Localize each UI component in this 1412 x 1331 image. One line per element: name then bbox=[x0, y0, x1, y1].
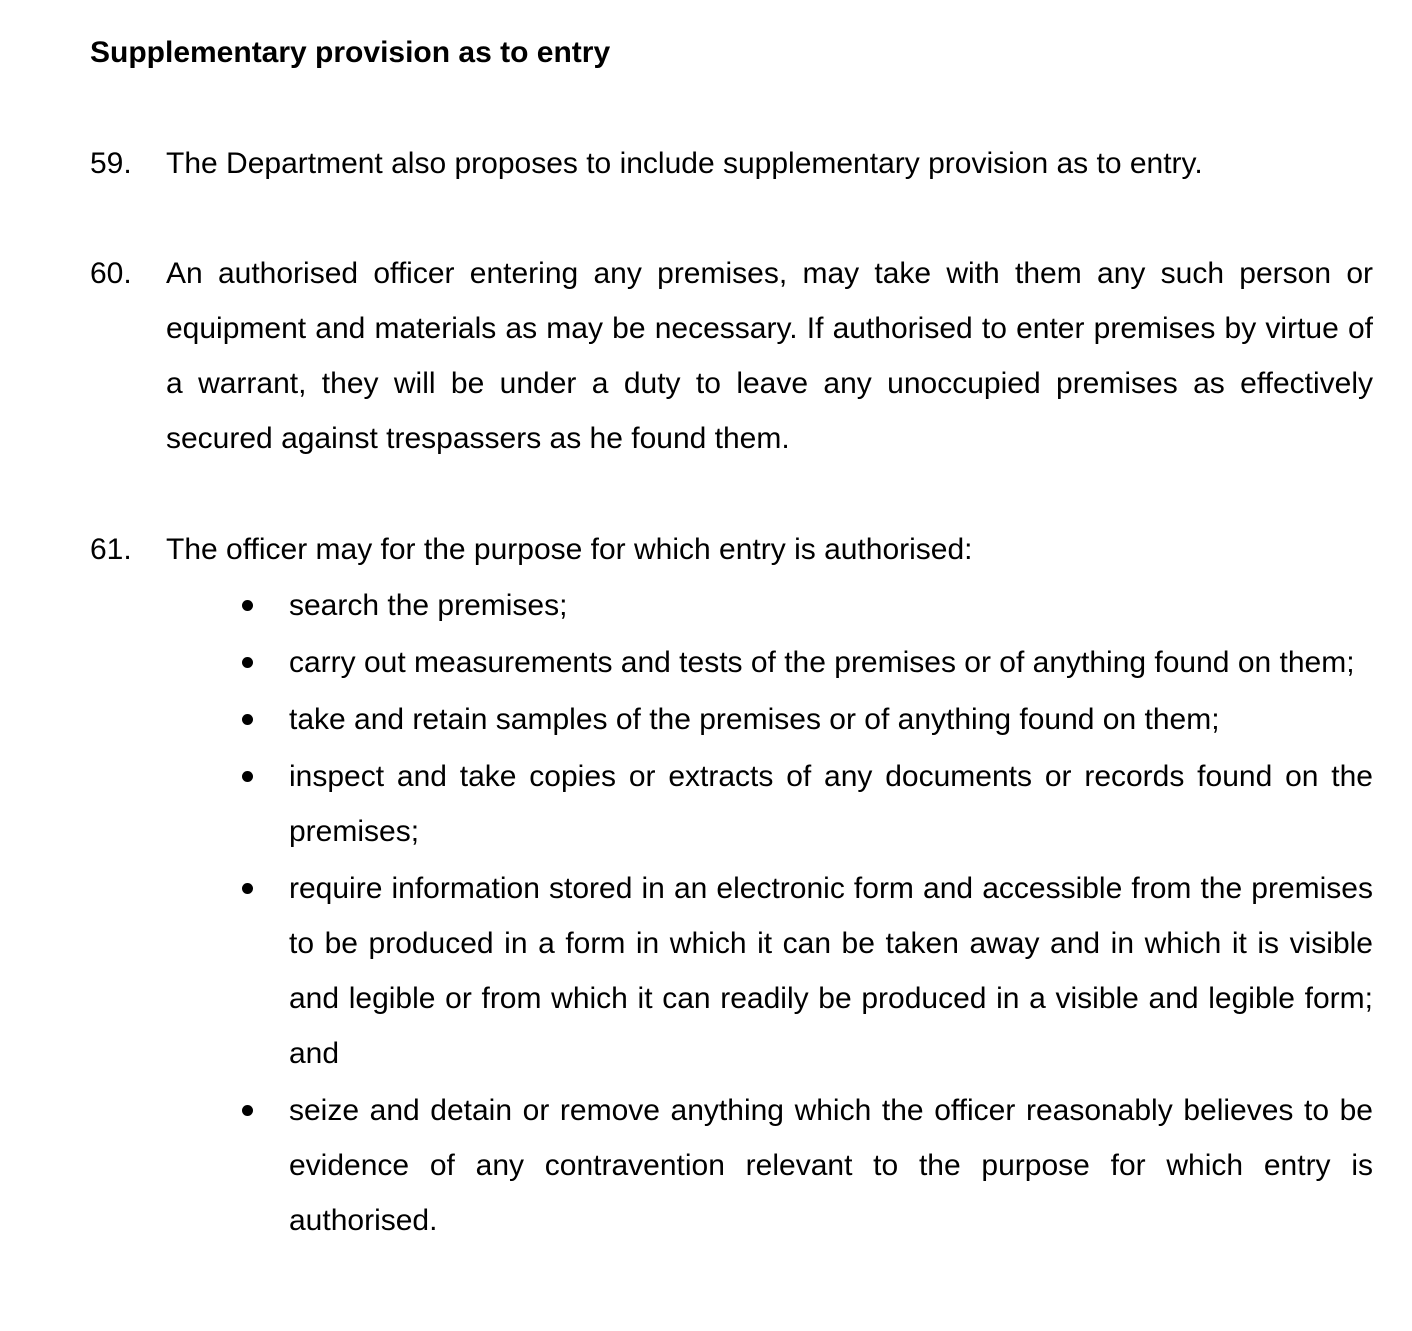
list-item bbox=[90, 692, 1373, 747]
paragraph-61 bbox=[90, 522, 1373, 1250]
paragraph-59 bbox=[90, 136, 1373, 191]
list-item bbox=[90, 578, 1373, 633]
bullet-icon bbox=[242, 714, 253, 725]
bullet-icon bbox=[242, 657, 253, 668]
bullet-icon bbox=[242, 600, 253, 611]
list-item bbox=[90, 861, 1373, 1081]
list-item-text: take and retain samples of the premises or of anything found on them; bbox=[289, 703, 1220, 736]
list-item-text: seize and detain or remove anything which the officer reasonably believes to be evidence of any contravention relevant to the purpose for which entry is authorised. bbox=[289, 1094, 1373, 1237]
paragraph-number: 61. bbox=[90, 533, 132, 566]
list-item-text: inspect and take copies or extracts of any documents or records found on the premises; bbox=[289, 760, 1373, 848]
bullet-icon bbox=[242, 1105, 253, 1116]
paragraph-number: 60. bbox=[90, 257, 132, 290]
bullet-icon bbox=[242, 771, 253, 782]
list-item-text: carry out measurements and tests of the premises or of anything found on them; bbox=[289, 646, 1355, 679]
bullet-list bbox=[90, 578, 1373, 1248]
list-item bbox=[90, 635, 1373, 690]
paragraph-text: The officer may for the purpose for which entry is authorised: bbox=[166, 533, 973, 566]
section-heading: Supplementary provision as to entry bbox=[90, 36, 611, 69]
paragraph-number: 59. bbox=[90, 147, 132, 180]
list-item-text: search the premises; bbox=[289, 589, 568, 622]
paragraph-60 bbox=[90, 246, 1373, 466]
list-item bbox=[90, 749, 1373, 859]
paragraph-text: The Department also proposes to include supplementary provision as to entry. bbox=[166, 147, 1203, 180]
list-item bbox=[90, 1083, 1373, 1248]
paragraph-text: An authorised officer entering any premises, may take with them any such person or equipment and materials as may be necessary. If authorised to enter premises by virtue of a warrant, they will be under a duty to leave any unoccupied premises as effectively secured against trespassers as he found them. bbox=[166, 257, 1373, 455]
bullet-icon bbox=[242, 883, 253, 894]
list-item-text: require information stored in an electronic form and accessible from the premises to be produced in a form in which it can be taken away and in which it is visible and legible or from which it can readily be produced in a visible and legible form; and bbox=[289, 872, 1373, 1070]
